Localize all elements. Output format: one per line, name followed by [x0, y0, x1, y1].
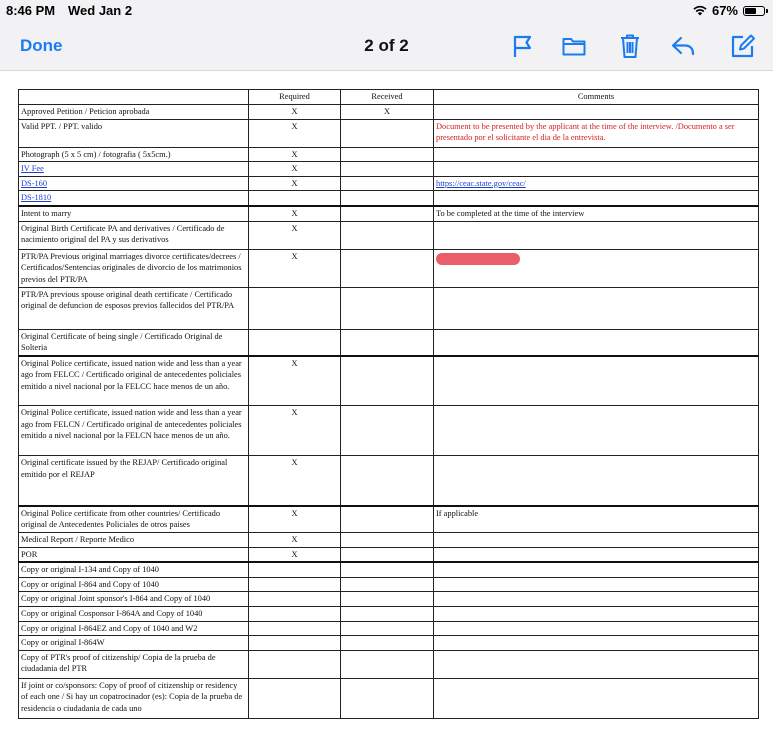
- required-cell: X: [249, 406, 341, 456]
- table-row: [19, 329, 759, 356]
- table-row: [19, 577, 759, 592]
- table-row: [19, 636, 759, 651]
- comment-cell: [434, 176, 759, 191]
- required-cell: X: [249, 176, 341, 191]
- comment-cell: [434, 105, 759, 120]
- reply-icon[interactable]: [670, 33, 696, 59]
- ds-1810-link[interactable]: DS-1810: [21, 193, 52, 203]
- done-button[interactable]: Done: [20, 36, 63, 55]
- row-label: [19, 162, 249, 177]
- received-cell: X: [341, 105, 434, 120]
- required-cell: [249, 621, 341, 636]
- header-required: Required: [249, 90, 341, 105]
- table-row: [19, 206, 759, 221]
- comment-cell: [434, 606, 759, 621]
- row-label: Original Police certificate, issued nation wide and less than a year ago from FELCC / Certificado original de antecedentes policiales emitido a nivel nacional por la FELCC hace menos de un año.: [19, 356, 249, 406]
- required-cell: X: [249, 162, 341, 177]
- comment-cell: [434, 636, 759, 651]
- comment-cell: Document to be presented by the applicant at the time of the interview. /Documento a ser presentado por el solicitante el dia de la entrevista.: [434, 119, 759, 147]
- required-cell: X: [249, 147, 341, 162]
- comment-cell: [434, 329, 759, 356]
- row-label: [19, 176, 249, 191]
- comment-cell: [434, 221, 759, 249]
- comment-cell: [434, 406, 759, 456]
- comment-cell: [434, 147, 759, 162]
- row-label: Original Police certificate from other countries/ Certificado original de Antecedentes Policiales de otros paises: [19, 506, 249, 533]
- comment-cell: [434, 191, 759, 206]
- table-row: [19, 221, 759, 249]
- received-cell: [341, 577, 434, 592]
- table-row: [19, 176, 759, 191]
- table-row: [19, 621, 759, 636]
- row-label: Medical Report / Reporte Medico: [19, 532, 249, 547]
- received-cell: [341, 592, 434, 607]
- required-cell: X: [249, 456, 341, 506]
- wifi-icon: [693, 5, 707, 16]
- ceac-link[interactable]: https://ceac.state.gov/ceac/: [436, 178, 526, 188]
- received-cell: [341, 562, 434, 577]
- comment-cell: [434, 577, 759, 592]
- battery-icon: [743, 6, 765, 16]
- required-cell: X: [249, 105, 341, 120]
- received-cell: [341, 119, 434, 147]
- table-row: [19, 162, 759, 177]
- status-right: [693, 3, 765, 18]
- received-cell: [341, 678, 434, 718]
- document-page: [0, 71, 773, 750]
- required-cell: [249, 636, 341, 651]
- received-cell: [341, 191, 434, 206]
- comment-cell: [434, 592, 759, 607]
- received-cell: [341, 606, 434, 621]
- received-cell: [341, 356, 434, 406]
- row-label: Valid PPT. / PPT. valido: [19, 119, 249, 147]
- header-item: [19, 90, 249, 105]
- table-row: [19, 606, 759, 621]
- iv-fee-link[interactable]: IV Fee: [21, 164, 44, 174]
- row-label: Copy or original I-864W: [19, 636, 249, 651]
- comment-cell: [434, 287, 759, 329]
- row-label: Original Birth Certificate PA and derivatives / Certificado de nacimiento original del PA y sus derivativos: [19, 221, 249, 249]
- table-row: [19, 191, 759, 206]
- row-label: Copy or original I-864EZ and Copy of 1040 and W2: [19, 621, 249, 636]
- required-cell: X: [249, 356, 341, 406]
- required-cell: X: [249, 221, 341, 249]
- compose-icon[interactable]: [730, 33, 756, 59]
- received-cell: [341, 287, 434, 329]
- required-cell: [249, 191, 341, 206]
- comment-cell: [434, 162, 759, 177]
- received-cell: [341, 162, 434, 177]
- comment-cell: [434, 249, 759, 287]
- row-label: Original Police certificate, issued nation wide and less than a year ago from FELCN / Certificado original de antecedentes policiales emitido a nivel nacional por la FELCN hace menos de un año.: [19, 406, 249, 456]
- table-row: [19, 249, 759, 287]
- table-row: [19, 547, 759, 562]
- required-cell: [249, 329, 341, 356]
- row-label: [19, 191, 249, 206]
- row-label: Copy or original I-134 and Copy of 1040: [19, 562, 249, 577]
- required-cell: [249, 650, 341, 678]
- redaction-mark: [436, 253, 520, 265]
- received-cell: [341, 249, 434, 287]
- row-label: Photograph (5 x 5 cm) / fotografia ( 5x5cm.): [19, 147, 249, 162]
- trash-icon[interactable]: [617, 33, 643, 59]
- comment-cell: [434, 650, 759, 678]
- row-label: Copy or original Cosponsor I-864A and Copy of 1040: [19, 606, 249, 621]
- status-bar: [0, 0, 773, 24]
- table-header-row: [19, 90, 759, 105]
- row-label: Intent to marry: [19, 206, 249, 221]
- table-row: [19, 406, 759, 456]
- table-row: [19, 532, 759, 547]
- row-label: PTR/PA Previous original marriages divorce certificates/decrees / Certificados/Sentencias originales de divorcio de los matrimonios previos del PTR/PA: [19, 249, 249, 287]
- required-cell: [249, 577, 341, 592]
- comment-cell: [434, 547, 759, 562]
- comment-cell: [434, 562, 759, 577]
- required-cell: [249, 606, 341, 621]
- header-comments: Comments: [434, 90, 759, 105]
- row-label: If joint or co/sponsors: Copy of proof of citizenship or residency of each one / Si hay un copatrocinador (es): Copia de la prueba de residencia o ciudadania de cada uno: [19, 678, 249, 718]
- row-label: Copy or original I-864 and Copy of 1040: [19, 577, 249, 592]
- received-cell: [341, 406, 434, 456]
- comment-cell: If applicable: [434, 506, 759, 533]
- received-cell: [341, 547, 434, 562]
- document-checklist-table: [18, 89, 759, 719]
- received-cell: [341, 532, 434, 547]
- comment-cell: [434, 532, 759, 547]
- required-cell: X: [249, 506, 341, 533]
- required-cell: [249, 678, 341, 718]
- row-label: Original Certificate of being single / Certificado Original de Solteria: [19, 329, 249, 356]
- page-indicator: 2 of 2: [364, 36, 409, 55]
- received-cell: [341, 636, 434, 651]
- table-row: [19, 456, 759, 506]
- table-row: [19, 650, 759, 678]
- flag-icon[interactable]: [510, 33, 536, 59]
- table-row: [19, 147, 759, 162]
- required-cell: X: [249, 532, 341, 547]
- table-row: [19, 592, 759, 607]
- received-cell: [341, 206, 434, 221]
- comment-cell: [434, 621, 759, 636]
- table-row: [19, 356, 759, 406]
- row-label: Copy or original Joint sponsor's I-864 and Copy of 1040: [19, 592, 249, 607]
- required-cell: X: [249, 119, 341, 147]
- table-row: [19, 105, 759, 120]
- required-cell: [249, 562, 341, 577]
- received-cell: [341, 176, 434, 191]
- required-cell: [249, 592, 341, 607]
- received-cell: [341, 329, 434, 356]
- received-cell: [341, 147, 434, 162]
- table-row: [19, 562, 759, 577]
- table-row: [19, 119, 759, 147]
- comment-cell: [434, 356, 759, 406]
- required-cell: X: [249, 206, 341, 221]
- received-cell: [341, 650, 434, 678]
- row-label: PTR/PA previous spouse original death certificate / Certificado original de defuncion de esposos previos fallecidos del PTR/PA: [19, 287, 249, 329]
- comment-cell: To be completed at the time of the interview: [434, 206, 759, 221]
- received-cell: [341, 621, 434, 636]
- comment-cell: [434, 456, 759, 506]
- required-cell: [249, 287, 341, 329]
- row-label: POR: [19, 547, 249, 562]
- comment-cell: [434, 678, 759, 718]
- received-cell: [341, 456, 434, 506]
- folder-icon[interactable]: [561, 33, 587, 59]
- row-label: Copy of PTR's proof of citizenship/ Copia de la prueba de ciudadania del PTR: [19, 650, 249, 678]
- row-label: Original certificate issued by the REJAP/ Certificado original emitido por el REJAP: [19, 456, 249, 506]
- required-cell: X: [249, 249, 341, 287]
- received-cell: [341, 221, 434, 249]
- mail-toolbar: [0, 24, 773, 71]
- table-row: [19, 678, 759, 718]
- battery-percent: 67%: [711, 3, 738, 18]
- status-date: Wed Jan 2: [68, 3, 133, 18]
- header-received: Received: [341, 90, 434, 105]
- row-label: Approved Petition / Peticion aprobada: [19, 105, 249, 120]
- required-cell: X: [249, 547, 341, 562]
- battery-fill: [745, 8, 756, 14]
- table-row: [19, 506, 759, 533]
- table-row: [19, 287, 759, 329]
- status-time: 8:46 PM: [6, 3, 56, 18]
- received-cell: [341, 506, 434, 533]
- ds-160-link[interactable]: DS-160: [21, 178, 48, 188]
